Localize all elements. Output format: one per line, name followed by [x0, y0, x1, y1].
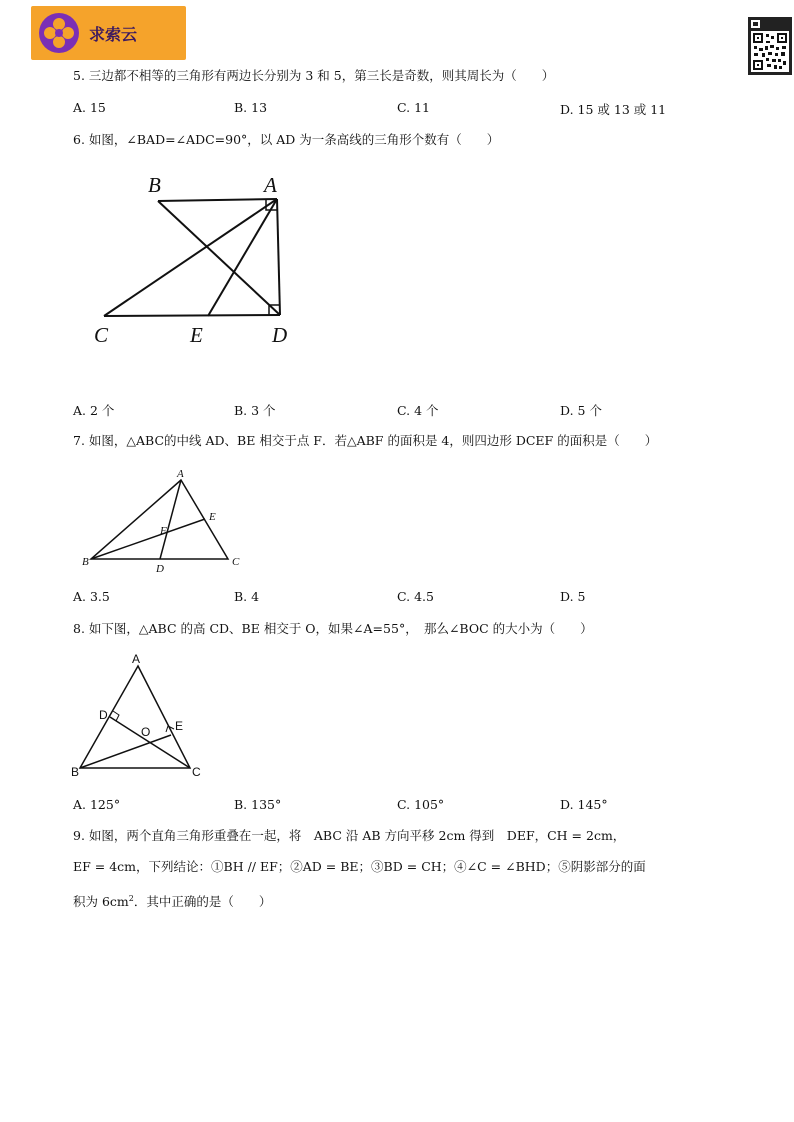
fig7-label-a: A [177, 468, 184, 480]
fig6-label-b: B [148, 173, 161, 197]
question-9-stem-line-3 [73, 894, 271, 909]
question-8-stem: 8. 如下图，△ABC 的高 CD、BE 相交于 O，如果∠A=55°， 那么∠BOC 的大小为（ ） [73, 621, 593, 636]
question-5-option-a: A. 15 [73, 100, 106, 115]
fig7-label-d: D [156, 563, 164, 575]
qr-code-icon [748, 17, 792, 75]
fig8-label-a: A [132, 652, 141, 666]
flower-logo-icon [39, 13, 79, 53]
question-5-stem: 5. 三边都不相等的三角形有两边长分别为 3 和 5，第三长是奇数，则其周长为（ ） [73, 68, 555, 83]
fig6-label-a: A [264, 173, 277, 197]
brand-name: 求索云 [89, 25, 138, 44]
question-6-option-d: D. 5 个 [560, 403, 602, 418]
fig6-label-c: C [94, 323, 109, 347]
question-5-option-c: C. 11 [397, 100, 430, 115]
question-5-option-b: B. 13 [234, 100, 268, 115]
question-7-option-c: C. 4.5 [397, 589, 434, 604]
question-9-stem-end: ．其中正确的是（ ） [133, 894, 272, 910]
fig7-label-c: C [232, 556, 240, 568]
question-6-stem: 6. 如图，∠BAD=∠ADC=90°，以 AD 为一条高线的三角形个数有（ ） [73, 132, 500, 147]
fig6-label-e: E [190, 323, 203, 347]
question-8-option-d: D. 145° [560, 797, 608, 812]
fig7-label-b: B [82, 556, 89, 568]
question-8-figure [68, 652, 208, 780]
question-9-stem-line-1: 9. 如图，两个直角三角形重叠在一起，将 ABC 沿 AB 方向平移 2cm 得到 DEF，CH = 2cm， [73, 828, 626, 843]
brand-logo [31, 6, 186, 60]
question-9-stem-line-2: EF = 4cm，下列结论：①BH // EF；②AD = BE；③BD = CH；④∠C = ∠BHD；⑤阴影部分的面 [73, 859, 646, 874]
fig8-label-c: C [192, 765, 201, 779]
question-7-option-b: B. 4 [234, 589, 260, 604]
question-6-option-c: C. 4 个 [397, 403, 439, 418]
question-6-option-a: A. 2 个 [73, 403, 115, 418]
question-6-option-b: B. 3 个 [234, 403, 276, 418]
fig7-label-e: E [209, 511, 216, 523]
question-7-figure [78, 466, 248, 578]
fig8-label-d: D [99, 708, 108, 722]
fig8-label-e: E [175, 719, 184, 733]
question-7-option-d: D. 5 [560, 589, 586, 604]
question-9-area-text: 积为 6cm [73, 894, 129, 910]
fig6-label-d: D [272, 323, 288, 347]
question-8-option-a: A. 125° [73, 797, 121, 812]
question-6-figure [90, 168, 310, 348]
question-7-option-a: A. 3.5 [73, 589, 110, 604]
fig8-label-o: O [141, 725, 151, 739]
question-8-option-c: C. 105° [397, 797, 445, 812]
question-7-stem: 7. 如图，△ABC的中线 AD、BE 相交于点 F．若△ABF 的面积是 4，则四边形 DCEF 的面积是（ ） [73, 433, 658, 448]
question-9-area-exponent: 2 [128, 894, 134, 903]
fig7-label-f: F [160, 525, 167, 537]
question-8-option-b: B. 135° [234, 797, 282, 812]
question-5-option-d: D. 15 或 13 或 11 [560, 102, 667, 117]
fig8-label-b: B [71, 765, 80, 779]
